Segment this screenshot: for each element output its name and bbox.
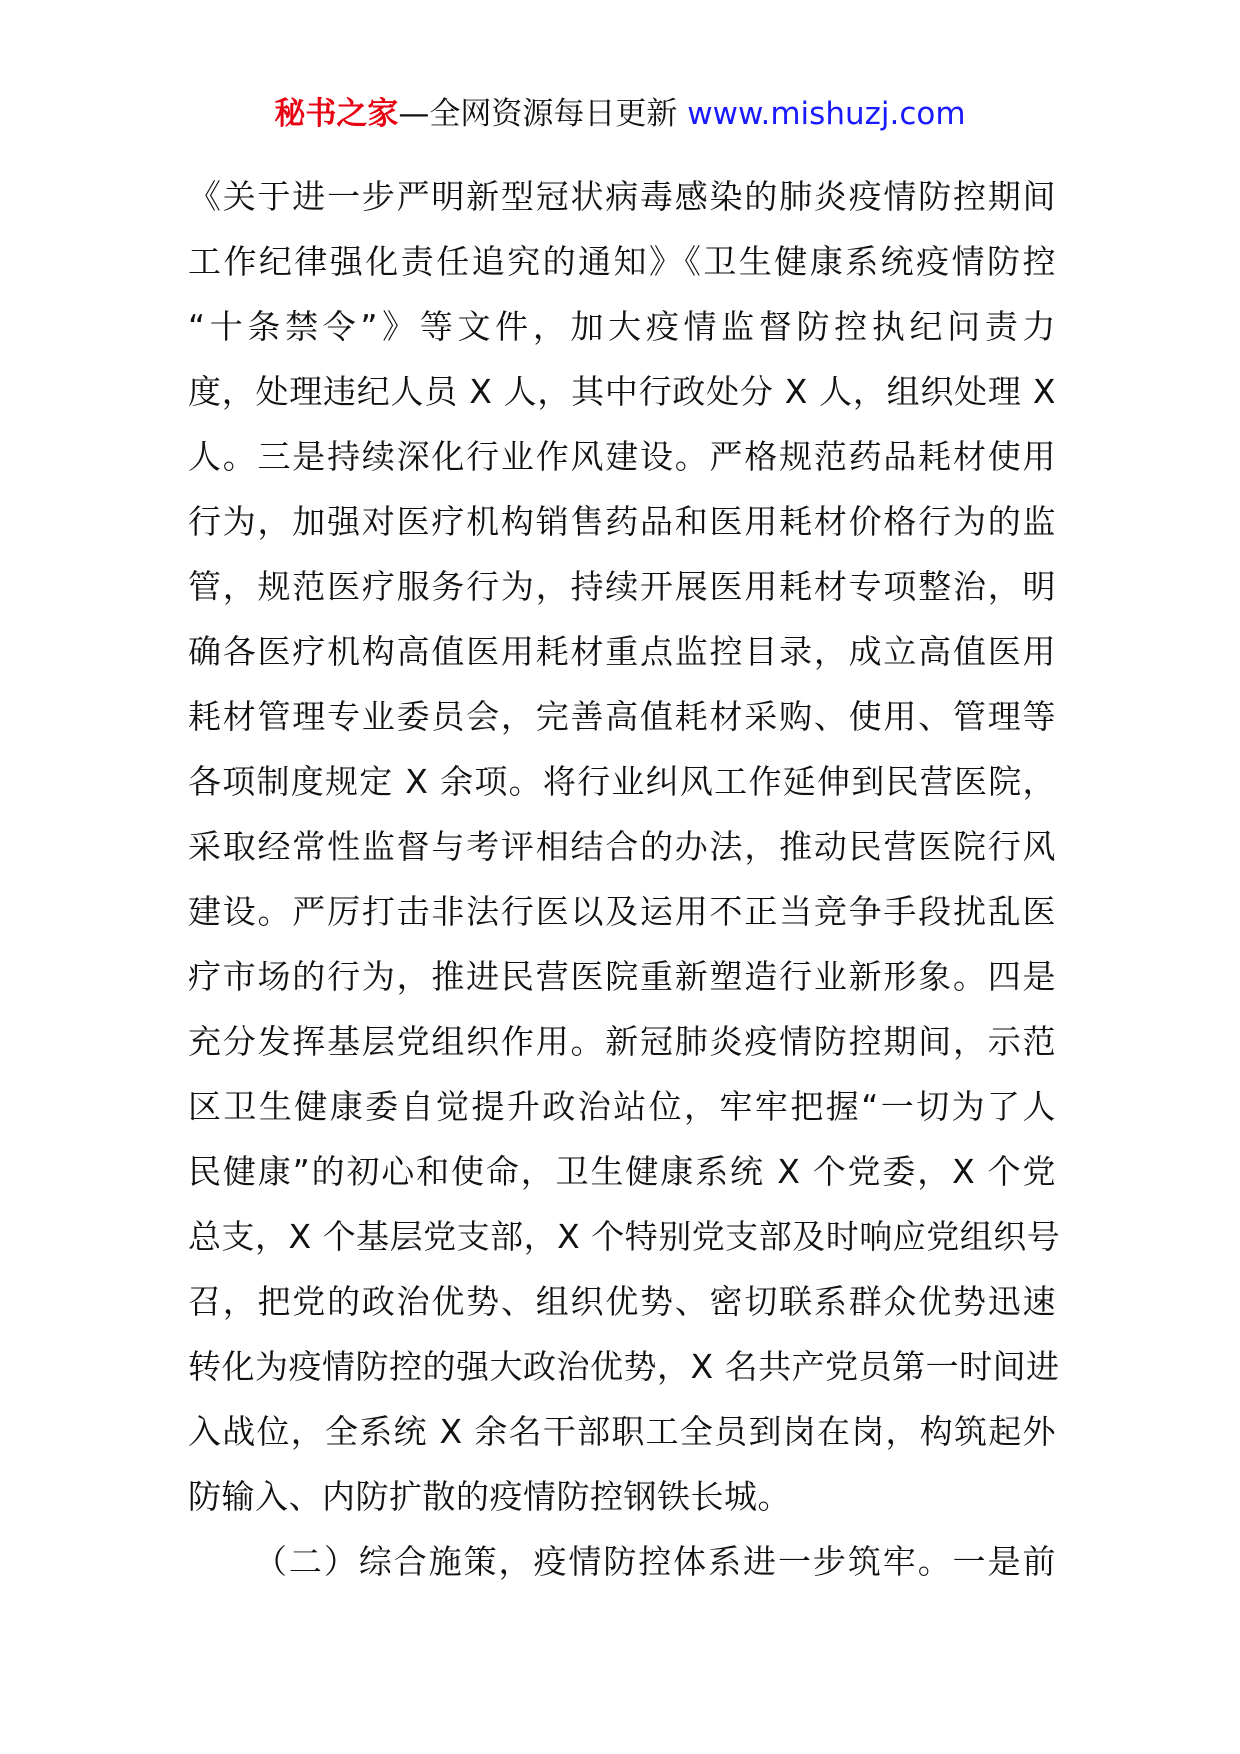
text-line: 确各医疗机构高值医用耗材重点监控目录，成立高值医用 — [188, 632, 1056, 671]
text-line: 入战位，全系统 X 余名干部职工全员到岗在岗，构筑起外 — [188, 1412, 1056, 1451]
paragraph-end-line: 防输入、内防扩散的疫情防控钢铁长城。 — [188, 1477, 791, 1516]
site-tagline: —全网资源每日更新 — [398, 96, 678, 132]
text-line: 区卫生健康委自觉提升政治站位，牢牢把握“一切为了人 — [188, 1087, 1056, 1126]
site-header — [0, 94, 1240, 134]
text-line: 管，规范医疗服务行为，持续开展医用耗材专项整治，明 — [188, 567, 1056, 606]
site-url-link[interactable]: www.mishuzj.com — [687, 96, 966, 132]
text-line: 《关于进一步严明新型冠状病毒感染的肺炎疫情防控期间 — [188, 177, 1056, 216]
text-line: 各项制度规定 X 余项。将行业纠风工作延伸到民营医院， — [188, 762, 1056, 801]
text-line: 行为，加强对医疗机构销售药品和医用耗材价格行为的监 — [188, 502, 1056, 541]
text-line: 度，处理违纪人员 X 人，其中行政处分 X 人，组织处理 X — [188, 372, 1056, 411]
text-line: 转化为疫情防控的强大政治优势，X 名共产党员第一时间进 — [188, 1347, 1060, 1386]
text-line: 疗市场的行为，推进民营医院重新塑造行业新形象。四是 — [188, 957, 1056, 996]
text-line: 耗材管理专业委员会，完善高值耗材采购、使用、管理等 — [188, 697, 1056, 736]
text-line: 总支，X 个基层党支部，X 个特别党支部及时响应党组织号 — [188, 1217, 1061, 1256]
text-line: 建设。严厉打击非法行医以及运用不正当竞争手段扰乱医 — [188, 892, 1056, 931]
text-line: 民健康”的初心和使命，卫生健康系统 X 个党委，X 个党 — [188, 1152, 1056, 1191]
text-line: 充分发挥基层党组织作用。新冠肺炎疫情防控期间，示范 — [188, 1022, 1056, 1061]
text-line: “十条禁令”》等文件，加大疫情监督防控执纪问责力 — [188, 307, 1056, 346]
section-heading-line: （二）综合施策，疫情防控体系进一步筑牢。一是前 — [254, 1542, 1056, 1581]
text-line: 采取经常性监督与考评相结合的办法，推动民营医院行风 — [188, 827, 1056, 866]
document-body — [188, 164, 1061, 1594]
text-line: 工作纪律强化责任追究的通知》《卫生健康系统疫情防控 — [188, 242, 1056, 281]
text-line: 人。三是持续深化行业作风建设。严格规范药品耗材使用 — [188, 437, 1056, 476]
site-brand: 秘书之家 — [274, 96, 399, 132]
text-line: 召，把党的政治优势、组织优势、密切联系群众优势迅速 — [188, 1282, 1056, 1321]
